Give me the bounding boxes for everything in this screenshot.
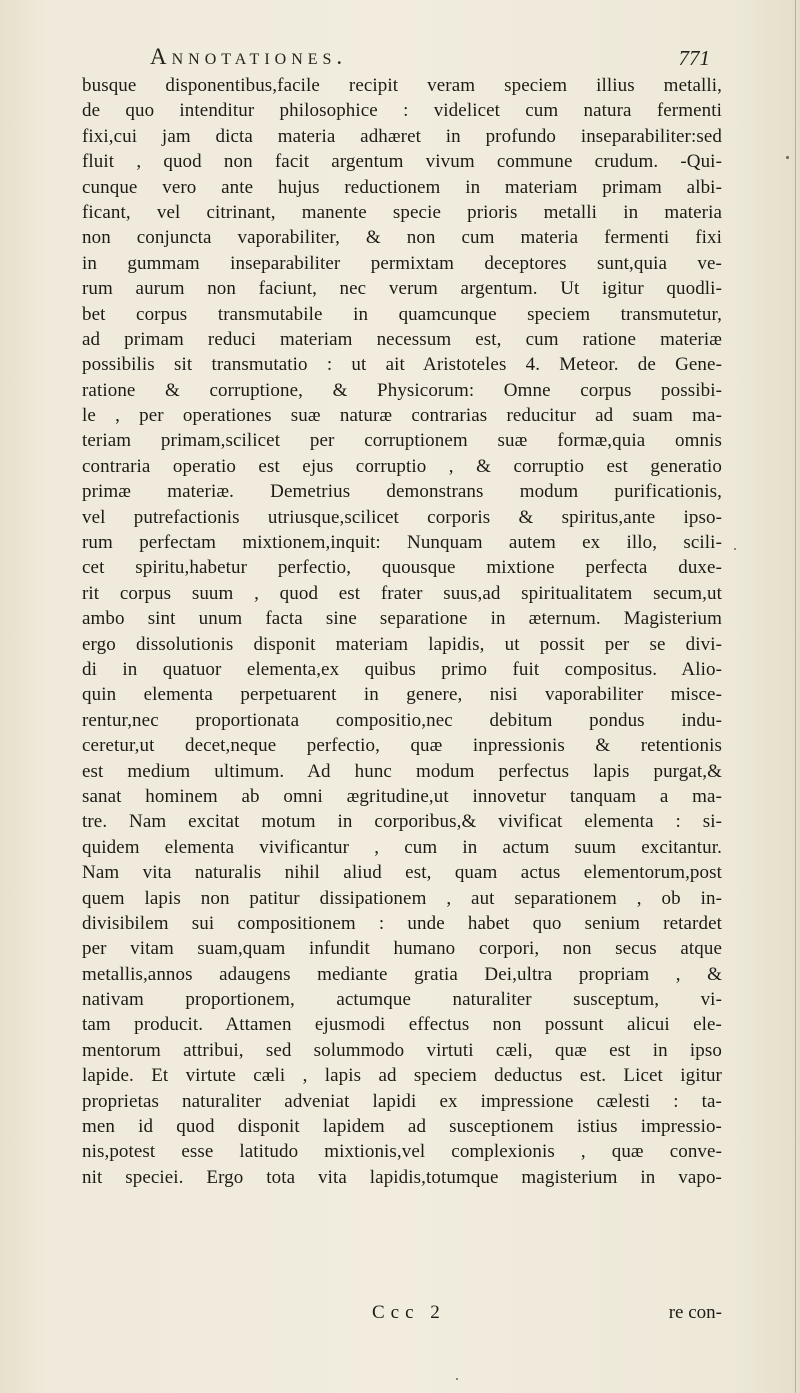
text-line: quidem elementa vivificantur , cum in actum suum excitantur. (82, 836, 722, 858)
text-line: in gummam inseparabiliter permixtam deceptores sunt,quia ve- (82, 252, 722, 274)
text-line: fluit , quod non facit argentum vivum commune crudum. -Qui- (82, 151, 722, 173)
ink-speck (456, 1378, 458, 1380)
text-line: tre. Nam excitat motum in corporibus,& vivificat elementa : si- (82, 811, 722, 833)
text-line: ad primam reduci materiam necessum est, cum ratione materiæ (82, 328, 722, 350)
text-line: fixi,cui jam dicta materia adhæret in profundo inseparabiliter:sed (82, 125, 722, 147)
text-line: cet spiritu,habetur perfectio, quousque mixtione perfecta duxe- (82, 557, 722, 579)
text-line: ratione & corruptione, & Physicorum: Omne corpus possibi- (82, 379, 722, 401)
ink-speck (734, 548, 736, 550)
page-edge-line (795, 0, 796, 1393)
text-line: ficant, vel citrinant, manente specie prioris metalli in materia (82, 201, 722, 223)
text-line: metallis,annos adaugens mediante gratia Dei,ultra propriam , & (82, 963, 722, 985)
text-line: tam producit. Attamen ejusmodi effectus non possunt alicui ele- (82, 1014, 722, 1036)
text-line: cunque vero ante hujus reductionem in materiam primam albi- (82, 176, 722, 198)
text-line: vel putrefactionis utriusque,scilicet corporis & spiritus,ante ipso- (82, 506, 722, 528)
text-line: Nam vita naturalis nihil aliud est, quam actus elementorum,post (82, 862, 722, 884)
text-line: rit corpus suum , quod est frater suus,ad spiritualitatem secum,ut (82, 582, 722, 604)
catchword: re con- (668, 1302, 722, 1323)
text-line: ambo sint unum facta sine separatione in æternum. Magisterium (82, 608, 722, 630)
text-line: quem lapis non patitur dissipationem , aut separationem , ob in- (82, 887, 722, 909)
text-line: proprietas naturaliter adveniat lapidi ex impressione cælesti : ta- (82, 1090, 722, 1112)
text-line (82, 1190, 722, 1215)
ink-speck (786, 156, 789, 159)
text-line: di in quatuor elementa,ex quibus primo fuit compositus. Alio- (82, 658, 722, 680)
text-line: mentorum attribui, sed solummodo virtuti cæli, quæ est in ipso (82, 1039, 722, 1061)
text-line: nis,potest esse latitudo mixtionis,vel complexionis , quæ conve- (82, 1141, 722, 1163)
text-line: contraria operatio est ejus corruptio , & corruptio est generatio (82, 455, 722, 477)
text-line: rum perfectam mixtionem,inquit: Nunquam autem ex illo, scili- (82, 532, 722, 554)
text-line: bet corpus transmutabile in quamcunque speciem transmutetur, (82, 303, 722, 325)
text-line: est medium ultimum. Ad hunc modum perfectus lapis purgat,& (82, 760, 722, 782)
body-text (82, 73, 722, 1216)
page-footer (82, 1302, 722, 1328)
text-line: nit speciei. Ergo tota vita lapidis,totumque magisterium in vapo- (82, 1166, 722, 1188)
text-line: de quo intenditur philosophice : videlicet cum natura fermenti (82, 100, 722, 122)
text-line: quin elementa perpetuarent in genere, nisi vaporabiliter misce- (82, 684, 722, 706)
text-line: rum aurum non faciunt, nec verum argentum. Ut igitur quodli- (82, 278, 722, 300)
text-line: lapide. Et virtute cæli , lapis ad speciem deductus est. Licet igitur (82, 1065, 722, 1087)
text-line: non conjuncta vaporabiliter, & non cum materia fermenti fixi (82, 227, 722, 249)
text-line: primæ materiæ. Demetrius demonstrans modum purificationis, (82, 481, 722, 503)
text-line: per vitam suam,quam infundit humano corpori, non secus atque (82, 938, 722, 960)
signature-mark: Ccc 2 (372, 1302, 446, 1323)
running-head: Annotationes. (150, 44, 348, 69)
text-line: sanat hominem ab omni ægritudine,ut innovetur tanquam a ma- (82, 785, 722, 807)
page-number: 771 (678, 46, 710, 70)
text-line: le , per operationes suæ naturæ contrarias reducitur ad suam ma- (82, 405, 722, 427)
text-line: ceretur,ut decet,neque perfectio, quæ inpressionis & retentionis (82, 735, 722, 757)
page-header (150, 44, 710, 76)
text-line: teriam primam,scilicet per corruptionem suæ formæ,quia omnis (82, 430, 722, 452)
text-line: nativam proportionem, actumque naturaliter susceptum, vi- (82, 989, 722, 1011)
text-line: possibilis sit transmutatio : ut ait Aristoteles 4. Meteor. de Gene- (82, 354, 722, 376)
text-line: rentur,nec proportionata compositio,nec debitum pondus indu- (82, 709, 722, 731)
text-line: divisibilem sui compositionem : unde habet quo senium retardet (82, 912, 722, 934)
text-line: busque disponentibus,facile recipit veram speciem illius metalli, (82, 75, 722, 96)
text-line: ergo dissolutionis disponit materiam lapidis, ut possit per se divi- (82, 633, 722, 655)
text-line: men id quod disponit lapidem ad susceptionem istius impressio- (82, 1116, 722, 1138)
